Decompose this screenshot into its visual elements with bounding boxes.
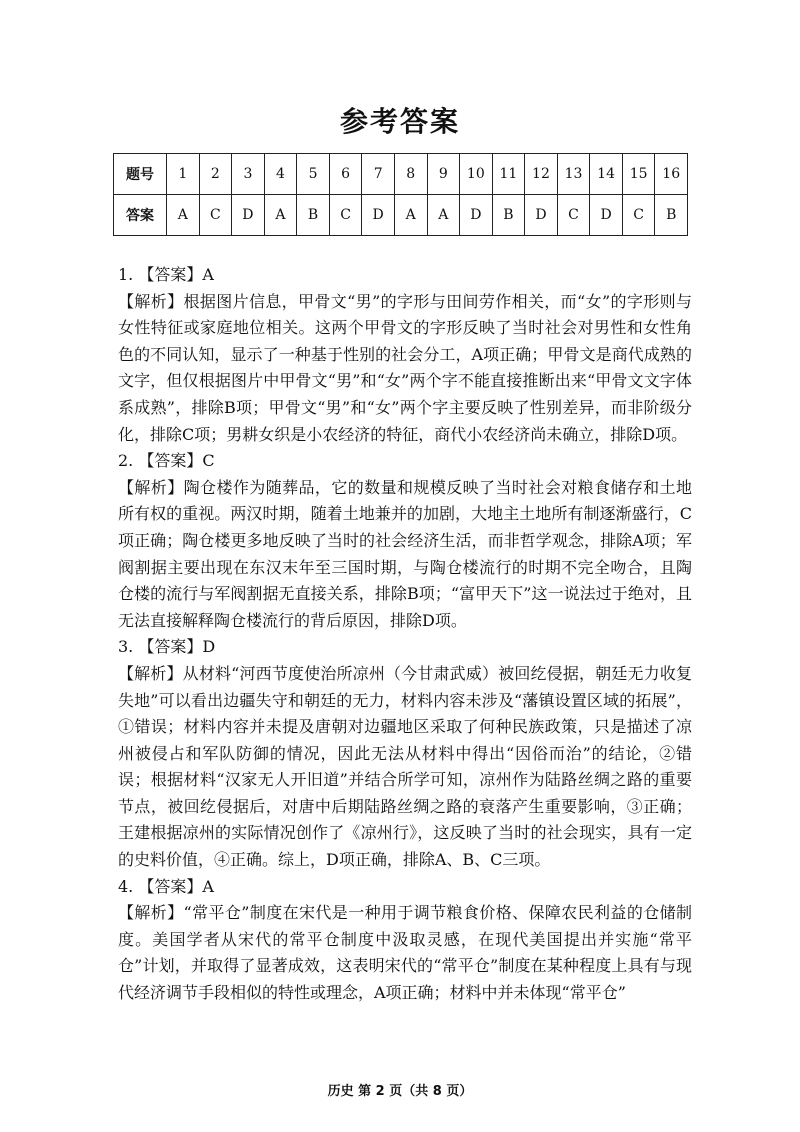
item-analysis: 【解析】从材料“河西节度使治所凉州（今甘肃武威）被回纥侵据，朝廷无力收复失地”可以看出边疆失守和朝廷的无力，材料内容未涉及“藩镇设置区域的拓展”，①错误；材料内容并未提及唐朝对边疆地区采取了何种民族政策，只是描述了凉州被侵占和军队防御的情况，因此无法从材料中得出“因俗而治”的结论，②错误；根据材料“汉家无人开旧道”并结合所学可知，凉州作为陆路丝绸之路的重要节点，被回纥侵据后，对唐中后期陆路丝绸之路的衰落产生重要影响，③正确；王建根据凉州的实际情况创作了《凉州行》，这反映了当时的社会现实，具有一定的史料价值，④正确。综上，D项正确，排除A、B、C三项。 (118, 663, 692, 870)
question-number: 11 (492, 154, 525, 195)
answer-cell: C (329, 195, 362, 236)
answer-cell: D (362, 195, 395, 236)
answer-cell: D (590, 195, 623, 236)
item-answer-line: 1. 【答案】A (118, 265, 214, 284)
question-number: 6 (329, 154, 362, 195)
question-number: 13 (557, 154, 590, 195)
page-title: 参考答案 (339, 105, 460, 138)
answer-cell: B (492, 195, 525, 236)
answer-cell: D (232, 195, 265, 236)
page-footer: 历史 第 2 页（共 8 页） (327, 1084, 473, 1099)
item-analysis: 【解析】“常平仓”制度在宋代是一种用于调节粮食价格、保障农民利益的仓储制度。美国学者从宋代的常平仓制度中汲取灵感，在现代美国提出并实施“常平仓”计划，并取得了显著成效，这表明宋代的“常平仓”制度在某种程度上具有与现代经济调节手段相似的特性或理念，A项正确；材料中并未体现“常平仓” (118, 903, 692, 1003)
answer-cell: A (427, 195, 460, 236)
question-number: 9 (427, 154, 460, 195)
row-label-answer: 答案 (114, 195, 167, 236)
question-number: 15 (622, 154, 655, 195)
question-number-row (114, 154, 688, 195)
question-number: 1 (167, 154, 200, 195)
item-analysis: 【解析】陶仓楼作为随葬品，它的数量和规模反映了当时社会对粮食储存和土地所有权的重视。两汉时期，随着土地兼并的加剧，大地主土地所有制逐渐盛行，C项正确；陶仓楼更多地反映了当时的社会经济生活，而非哲学观念，排除A项；军阀割据主要出现在东汉末年至三国时期，与陶仓楼流行的时期不完全吻合，且陶仓楼的流行与军阀割据无直接关系，排除B项；“富甲天下”这一说法过于绝对，且无法直接解释陶仓楼流行的背后原因，排除D项。 (118, 477, 692, 630)
question-number: 7 (362, 154, 395, 195)
item-answer-line: 2. 【答案】C (118, 451, 215, 471)
item-analysis: 【解析】根据图片信息，甲骨文“男”的字形与田间劳作相关，而“女”的字形则与女性特征或家庭地位相关。这两个甲骨文的字形反映了当时社会对男性和女性角色的不同认知，显示了一种基于性别的社会分工，A项正确；甲骨文是商代成熟的文字，但仅根据图片中甲骨文“男”和“女”两个字不能直接推断出来“甲骨文文字体系成熟”，排除B项；甲骨文“男”和“女”两个字主要反映了性别差异，而非阶级分化，排除C项；男耕女织是小农经济的特征，商代小农经济尚未确立，排除D项。 (118, 291, 692, 444)
row-label-number: 题号 (114, 154, 167, 195)
question-number: 2 (199, 154, 232, 195)
answer-cell: B (655, 195, 688, 236)
answer-key-table (113, 153, 688, 236)
question-number: 12 (525, 154, 558, 195)
item-answer-line: 3. 【答案】D (118, 637, 216, 657)
question-number: 16 (655, 154, 688, 195)
answer-cell: A (394, 195, 427, 236)
item-answer-line: 4. 【答案】A (118, 876, 214, 896)
answer-cell: D (460, 195, 493, 236)
question-number: 14 (590, 154, 623, 195)
answer-cell: A (167, 195, 200, 236)
question-number: 8 (394, 154, 427, 195)
answer-cell: C (557, 195, 590, 236)
answer-explanations (118, 262, 692, 1007)
answer-cell: A (264, 195, 297, 236)
answer-row (114, 195, 688, 236)
answer-cell: C (199, 195, 232, 236)
question-number: 5 (297, 154, 330, 195)
question-number: 4 (264, 154, 297, 195)
question-number: 3 (232, 154, 265, 195)
question-number: 10 (460, 154, 493, 195)
answer-cell: B (297, 195, 330, 236)
answer-cell: C (622, 195, 655, 236)
answer-cell: D (525, 195, 558, 236)
